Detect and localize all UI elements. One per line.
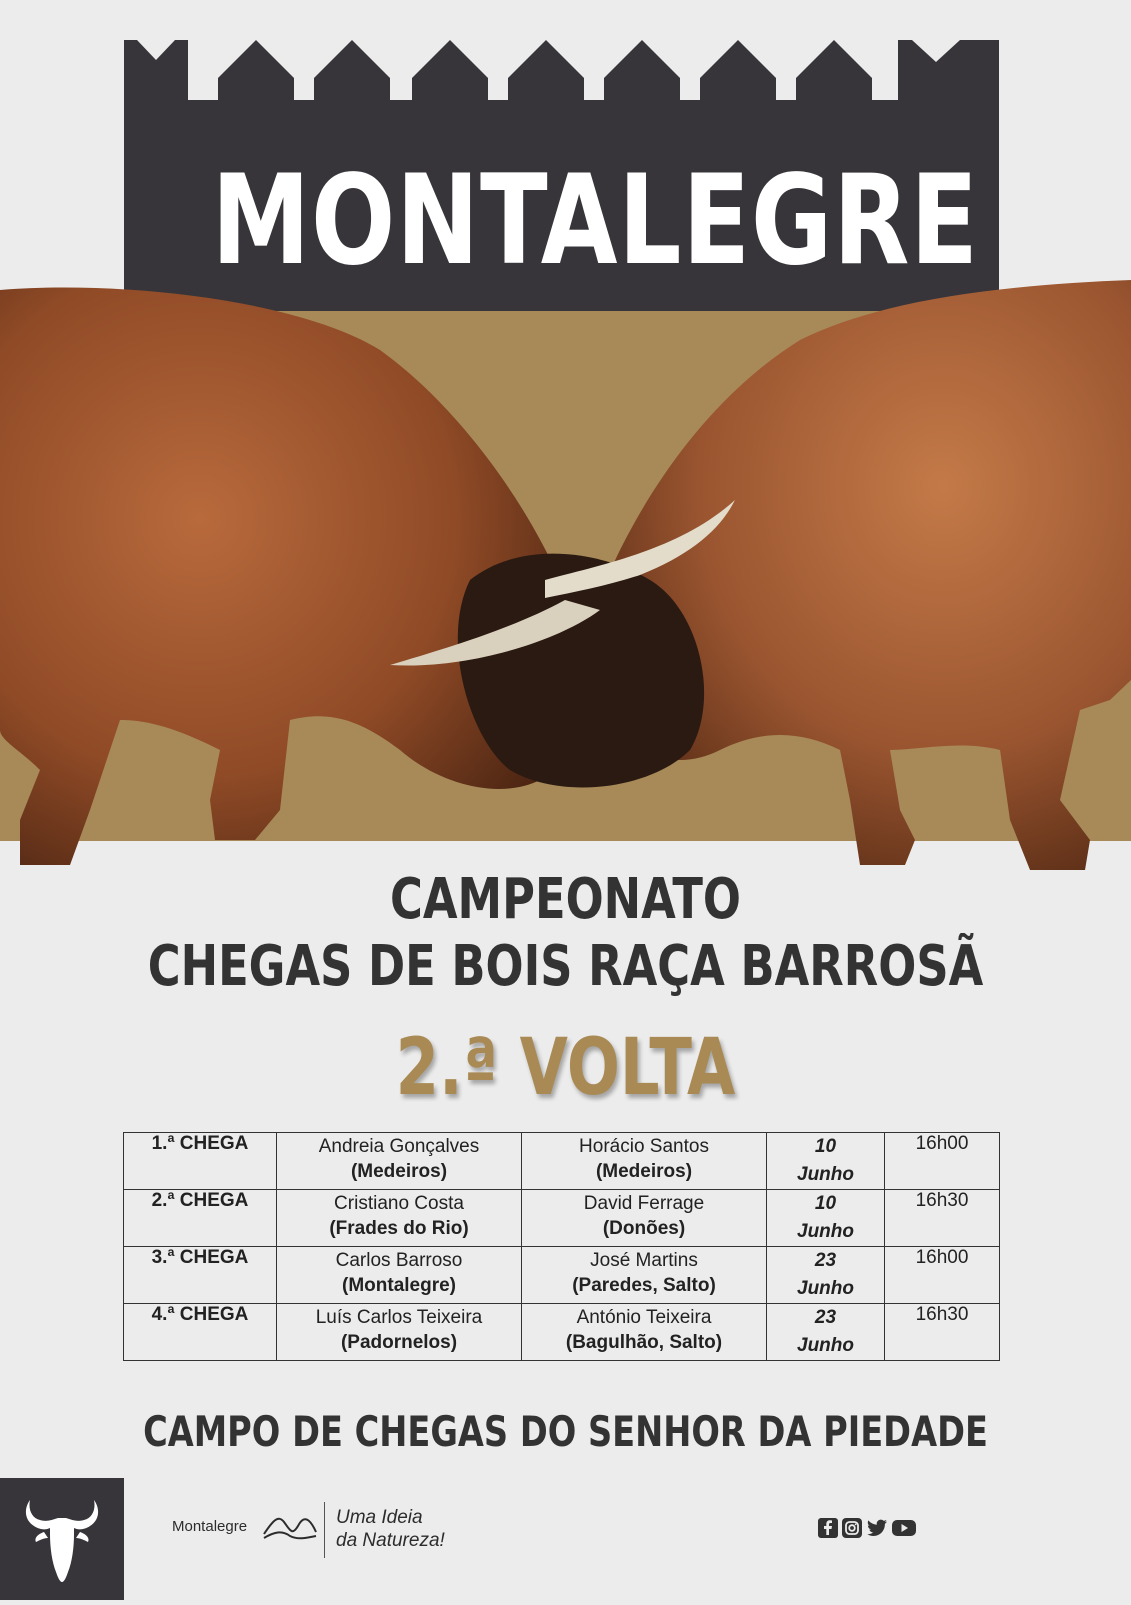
date-month: Junho xyxy=(797,1335,854,1356)
date-day: 10 xyxy=(814,1193,837,1214)
slogan-line: da Natureza! xyxy=(336,1530,445,1551)
owner-name: José Martins xyxy=(590,1250,698,1271)
youtube-icon[interactable] xyxy=(892,1518,916,1538)
table-row xyxy=(124,1190,1000,1247)
bout-label: 1.ª CHEGA xyxy=(124,1133,277,1190)
owner-name: António Teixeira xyxy=(576,1307,712,1328)
table-row xyxy=(124,1304,1000,1361)
bout-label: 2.ª CHEGA xyxy=(124,1190,277,1247)
bout-label: 4.ª CHEGA xyxy=(124,1304,277,1361)
date-day: 10 xyxy=(814,1136,837,1157)
facebook-icon[interactable] xyxy=(818,1518,838,1538)
logo-wordmark: Montalegre xyxy=(172,1518,248,1535)
owner-b-cell xyxy=(522,1133,767,1190)
owner-name: Horácio Santos xyxy=(579,1136,709,1157)
owner-a-cell xyxy=(277,1247,522,1304)
owner-b-cell xyxy=(522,1304,767,1361)
owner-a-cell xyxy=(277,1190,522,1247)
owner-place: (Padornelos) xyxy=(340,1332,458,1353)
owner-name: Carlos Barroso xyxy=(335,1250,463,1271)
owner-name: Andreia Gonçalves xyxy=(318,1136,480,1157)
date-month: Junho xyxy=(797,1164,854,1185)
bull-head-icon xyxy=(0,1478,124,1600)
owner-name: Luís Carlos Teixeira xyxy=(315,1307,483,1328)
owner-place: (Frades do Rio) xyxy=(329,1218,469,1239)
time-cell: 16h00 xyxy=(885,1247,1000,1304)
venue-title: CAMPO DE CHEGAS DO SENHOR DA PIEDADE xyxy=(143,1407,988,1456)
owner-b-cell xyxy=(522,1190,767,1247)
footer-bull-badge xyxy=(0,1478,124,1600)
owner-place: (Montalegre) xyxy=(342,1275,456,1296)
owner-b-cell xyxy=(522,1247,767,1304)
slogan xyxy=(336,1506,445,1552)
date-day: 23 xyxy=(814,1250,837,1271)
event-name-heading: CHEGAS DE BOIS RAÇA BARROSÃ xyxy=(147,934,984,999)
owner-a-cell xyxy=(277,1304,522,1361)
montalegre-logo xyxy=(172,1502,492,1562)
date-month: Junho xyxy=(797,1278,854,1299)
slogan-line: Uma Ideia xyxy=(336,1507,423,1528)
owner-name: David Ferrage xyxy=(583,1193,705,1214)
owner-place: (Bagulhão, Salto) xyxy=(565,1332,723,1353)
owner-a-cell xyxy=(277,1133,522,1190)
owner-name: Cristiano Costa xyxy=(334,1193,464,1214)
date-day: 23 xyxy=(814,1307,837,1328)
date-cell xyxy=(767,1247,885,1304)
date-month: Junho xyxy=(797,1221,854,1242)
time-cell: 16h00 xyxy=(885,1133,1000,1190)
time-cell: 16h30 xyxy=(885,1304,1000,1361)
twitter-icon[interactable] xyxy=(866,1518,888,1538)
owner-place: (Donões) xyxy=(602,1218,686,1239)
owner-place: (Paredes, Salto) xyxy=(572,1275,716,1296)
fighting-bulls-image xyxy=(0,280,1131,890)
owner-place: (Medeiros) xyxy=(350,1161,448,1182)
date-cell xyxy=(767,1133,885,1190)
table-row xyxy=(124,1247,1000,1304)
logo-divider xyxy=(324,1502,325,1558)
championship-heading: CAMPEONATO xyxy=(390,867,741,932)
bout-label: 3.ª CHEGA xyxy=(124,1247,277,1304)
town-title: MONTALEGRE xyxy=(211,149,979,293)
time-cell: 16h30 xyxy=(885,1190,1000,1247)
mountain-wave-icon xyxy=(262,1508,318,1542)
date-cell xyxy=(767,1190,885,1247)
instagram-icon[interactable] xyxy=(842,1518,862,1538)
owner-place: (Medeiros) xyxy=(595,1161,693,1182)
social-icons xyxy=(818,1518,916,1538)
schedule-table xyxy=(123,1132,1000,1361)
table-row xyxy=(124,1133,1000,1190)
round-heading: 2.ª VOLTA xyxy=(395,1023,736,1113)
date-cell xyxy=(767,1304,885,1361)
